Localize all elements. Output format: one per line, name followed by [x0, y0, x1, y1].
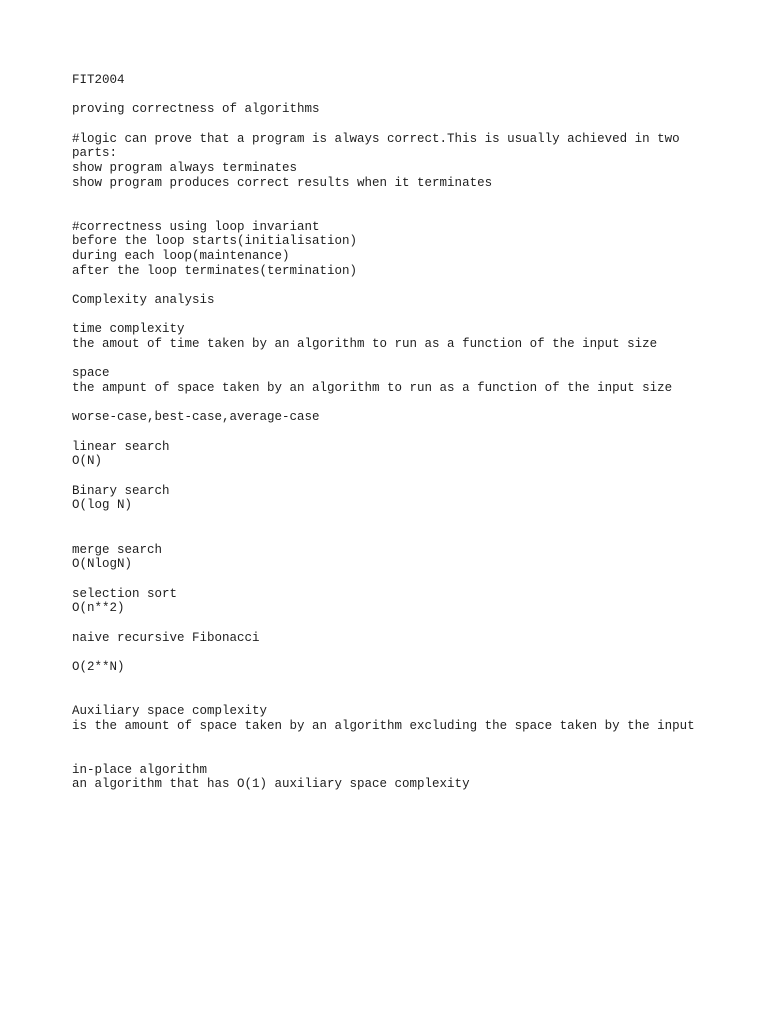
text-line: in-place algorithm [72, 762, 208, 777]
text-line: is the amount of space taken by an algorithm excluding the space taken by the input [72, 718, 695, 733]
text-line: the amout of time taken by an algorithm to run as a function of the input size [72, 337, 658, 352]
text-line: before the loop starts(initialisation) [72, 234, 358, 249]
document-body [72, 73, 695, 792]
blank-line [72, 645, 695, 660]
text-line: #logic can prove that a program is always correct.This is usually achieved in two [72, 131, 680, 146]
blank-line [72, 689, 695, 704]
blank-line [72, 352, 695, 367]
text-line: show program produces correct results when it terminates [72, 175, 493, 190]
text-line: an algorithm that has O(1) auxiliary space complexity [72, 777, 470, 792]
text-line: merge search [72, 542, 163, 557]
text-line: O(NlogN) [72, 557, 133, 572]
text-line: show program always terminates [72, 161, 298, 176]
text-line: O(N) [72, 454, 103, 469]
text-line: during each loop(maintenance) [72, 249, 290, 264]
text-line: Binary search [72, 483, 170, 498]
text-line: the ampunt of space taken by an algorithm to run as a function of the input size [72, 381, 673, 396]
text-line: proving correctness of algorithms [72, 102, 320, 117]
blank-line [72, 616, 695, 631]
blank-line [72, 278, 695, 293]
text-line: time complexity [72, 322, 185, 337]
text-line: Auxiliary space complexity [72, 703, 268, 718]
blank-line [72, 396, 695, 411]
blank-line [72, 205, 695, 220]
blank-line [72, 748, 695, 763]
text-line: space [72, 366, 110, 381]
blank-line [72, 733, 695, 748]
blank-line [72, 190, 695, 205]
text-line: FIT2004 [72, 73, 125, 87]
text-line: O(log N) [72, 498, 133, 513]
blank-line [72, 469, 695, 484]
text-line: linear search [72, 439, 170, 454]
text-line: worse-case,best-case,average-case [72, 410, 320, 425]
text-line: O(2**N) [72, 659, 125, 674]
blank-line [72, 572, 695, 587]
text-line: parts: [72, 146, 118, 161]
blank-line [72, 675, 695, 690]
blank-line [72, 425, 695, 440]
blank-line [72, 528, 695, 543]
text-line: selection sort [72, 586, 178, 601]
blank-line [72, 117, 695, 132]
blank-line [72, 513, 695, 528]
text-line: naive recursive Fibonacci [72, 630, 260, 645]
blank-line [72, 88, 695, 103]
blank-line [72, 308, 695, 323]
text-line: after the loop terminates(termination) [72, 263, 358, 278]
text-line: O(n**2) [72, 601, 125, 616]
text-line: #correctness using loop invariant [72, 219, 320, 234]
text-line: Complexity analysis [72, 293, 215, 308]
